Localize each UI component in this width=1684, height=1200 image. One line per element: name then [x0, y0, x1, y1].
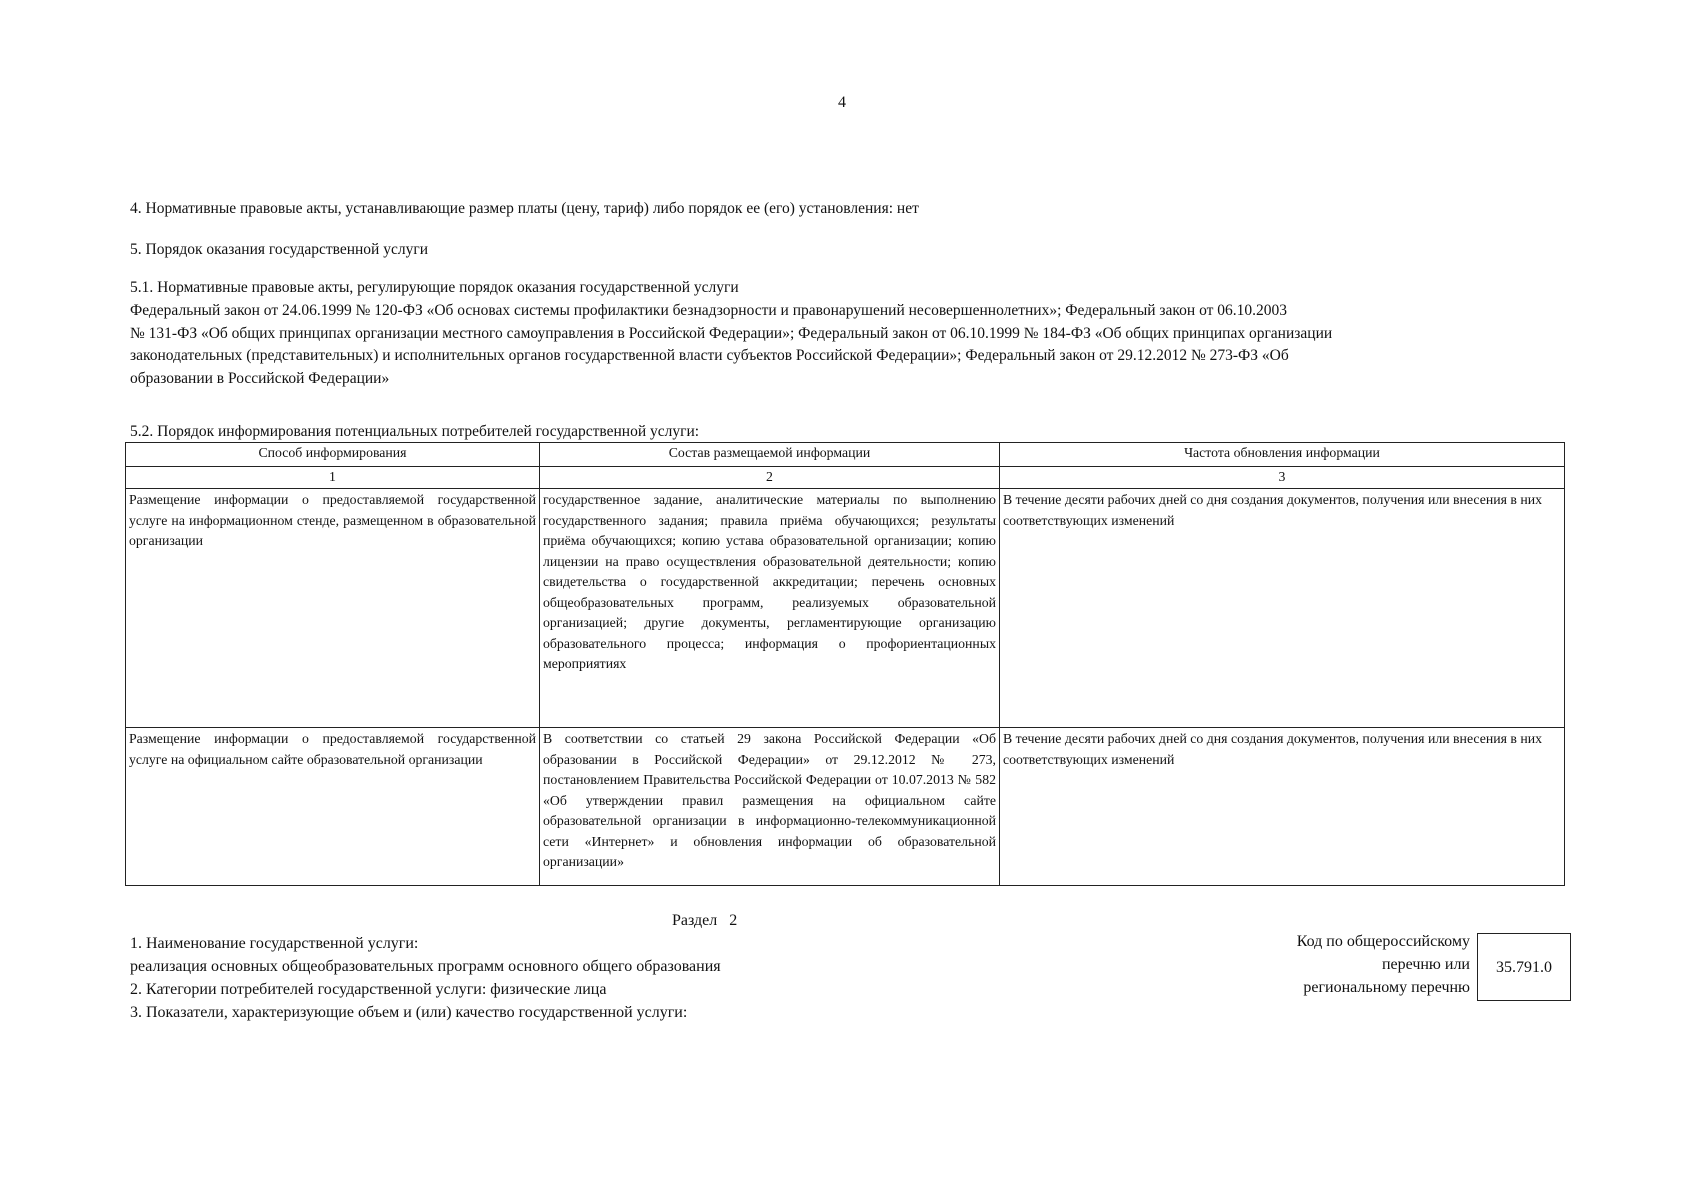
update-frequency-cell: В течение десяти рабочих дней со дня создания документов, получения или внесения в них соответствующих изменений — [1000, 489, 1565, 728]
registry-code-box: 35.791.0 — [1477, 933, 1571, 1001]
service-name-value: реализация основных общеобразовательных программ основного общего образования — [130, 958, 721, 975]
column-header: Способ информирования — [126, 443, 540, 467]
section-4-text: 4. Нормативные правовые акты, устанавливающие размер платы (цену, тариф) либо порядок ее (его) установления: нет — [130, 200, 919, 217]
registry-code-label: Код по общероссийскому перечню или региональному перечню — [1296, 933, 1470, 996]
table-row — [126, 728, 1565, 886]
information-content-cell: государственное задание, аналитические материалы по выполнению государственного задания; правила приёма обучающихся; результаты приёма обучающихся; копию устава образовательной организации; копию лицензии на право осуществления образовательной деятельности; копию свидетельства о государственной аккредитации; перечень основных общеобразовательных программ, реализуемых образовательной организацией; другие документы, регламентирующие организацию образовательного процесса; информация о профориентационных мероприятиях — [540, 489, 1000, 728]
informing-method-cell: Размещение информации о предоставляемой государственной услуге на информационном стенде, размещенном в образовательной организации — [126, 489, 540, 728]
legal-acts-line: образовании в Российской Федерации» — [130, 369, 390, 387]
section-5-1-heading: 5.1. Нормативные правовые акты, регулирующие порядок оказания государственной услуги — [130, 279, 739, 296]
legal-acts-line: № 131-ФЗ «Об общих принципах организации местного самоуправления в Российской Федерации»; Федеральный закон от 06.10.1999 № 184-ФЗ «Об общих принципах организации — [130, 324, 1333, 342]
column-header: Частота обновления информации — [1000, 443, 1565, 467]
table-row — [126, 489, 1565, 728]
service-name-label: 1. Наименование государственной услуги: — [130, 935, 419, 952]
consumer-category: 2. Категории потребителей государственной услуги: физические лица — [130, 981, 607, 998]
update-frequency-cell: В течение десяти рабочих дней со дня создания документов, получения или внесения в них соответствующих изменений — [1000, 728, 1565, 886]
indicators-heading: 3. Показатели, характеризующие объем и (или) качество государственной услуги: — [130, 1004, 688, 1021]
section-5-2-heading: 5.2. Порядок информирования потенциальных потребителей государственной услуги: — [130, 423, 700, 440]
informing-table — [125, 442, 1565, 886]
section-2-title: Раздел 2 — [672, 912, 738, 929]
legal-acts-line: законодательных (представительных) и исполнительных органов государственной власти субъектов Российской Федерации»; Федеральный закон от 29.12.2012 № 273-ФЗ «Об — [130, 347, 1289, 364]
legal-acts-list — [130, 300, 1570, 390]
column-number: 1 — [126, 467, 540, 489]
column-number: 3 — [1000, 467, 1565, 489]
informing-method-cell: Размещение информации о предоставляемой государственной услуге на официальном сайте образовательной организации — [126, 728, 540, 886]
information-content-cell: В соответствии со статьей 29 закона Российской Федерации «Об образовании в Российской Федерации» от 29.12.2012 № 273, постановлением Правительства Российской Федерации от 10.07.2013 № 582 «Об утверждении правил размещения на официальном сайте образовательной организации в информационно-телекоммуникационной сети «Интернет» и обновления информации об образовательной организации» — [540, 728, 1000, 886]
section-5-heading: 5. Порядок оказания государственной услуги — [130, 241, 428, 258]
column-header: Состав размещаемой информации — [540, 443, 1000, 467]
page-number: 4 — [838, 94, 846, 111]
legal-acts-line: Федеральный закон от 24.06.1999 № 120-ФЗ «Об основах системы профилактики безнадзорности и правонарушений несовершеннолетних»; Федеральный закон от 06.10.2003 — [130, 302, 1288, 319]
column-number: 2 — [540, 467, 1000, 489]
